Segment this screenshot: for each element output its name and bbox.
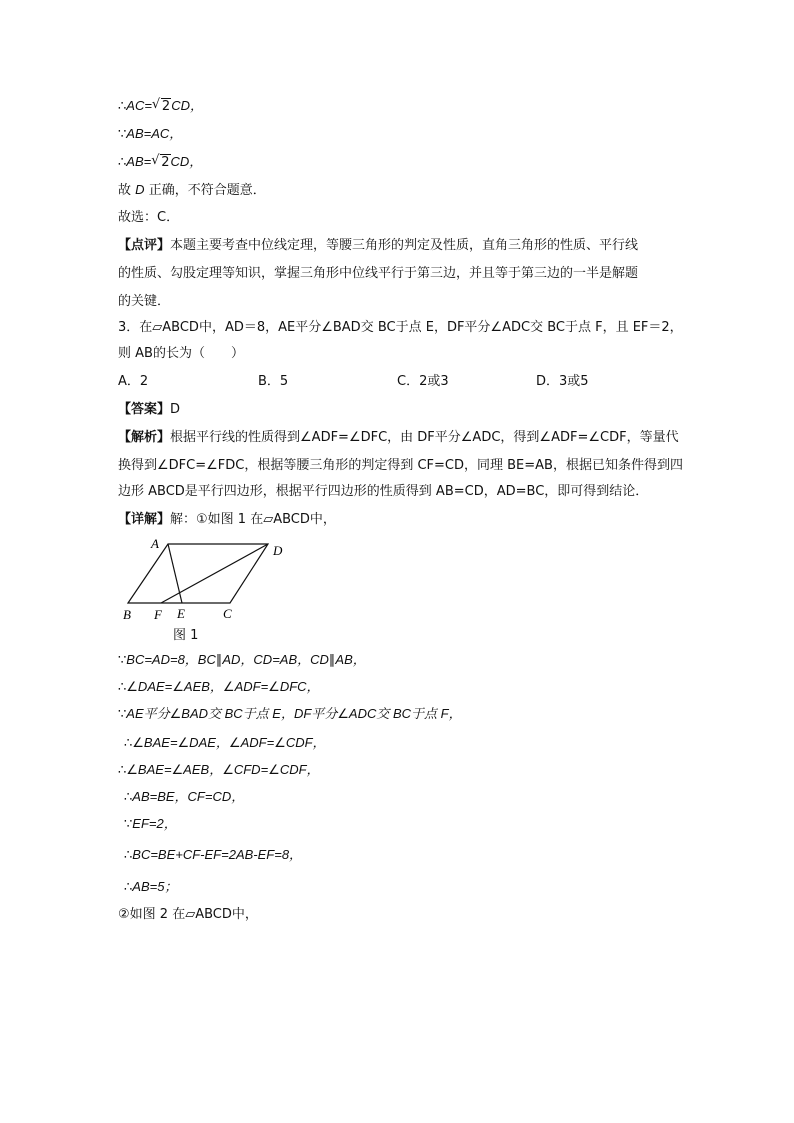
choice-d: D．3或5 <box>536 374 589 389</box>
step-7: ∵EF=2， <box>124 816 177 831</box>
line-ac-eq: ∴AC= √ 2CD， <box>118 96 203 117</box>
line-comment: 【点评】本题主要考查中位线定理，等腰三角形的判定及性质，直角三角形的性质、平行线 <box>118 238 639 253</box>
step-6: ∴AB=BE，CF=CD， <box>124 789 245 804</box>
step-1: ∵BC=AD=8，BC∥AD，CD=AB，CD∥AB， <box>118 652 366 667</box>
parallelogram-abcd <box>128 544 268 603</box>
line-ab-eq-ac: ∵AB=AC， <box>118 126 183 141</box>
parallelogram-figure <box>118 536 298 626</box>
segment-ae <box>168 544 182 603</box>
line-conclusion: 故 D 正确，不符合题意． <box>118 182 266 198</box>
analysis-line1: 【解析】根据平行线的性质得到∠ADF=∠DFC，由 DF平分∠ADC，得到∠ADF=∠CDF，等量代 <box>118 430 679 445</box>
label-c: C <box>223 606 232 621</box>
line-choice: 故选：C． <box>118 210 180 225</box>
sqrt-symbol: √ 2 <box>151 97 171 114</box>
step-4: ∴∠BAE=∠DAE，∠ADF=∠CDF， <box>124 735 326 750</box>
step-10: ②如图 2 在▱ABCD中， <box>118 907 258 922</box>
label-a: A <box>151 536 159 551</box>
label-e: E <box>177 606 185 621</box>
choice-c: C．2或3 <box>397 374 449 389</box>
segment-df <box>161 544 268 603</box>
choice-b: B．5 <box>258 374 289 389</box>
figure-caption: 图 1 <box>173 628 199 643</box>
step-3: ∵AE平分∠BAD交 BC于点 E，DF平分∠ADC交 BC于点 F， <box>118 706 462 721</box>
line-comment-3: 的关键． <box>118 294 171 309</box>
sqrt-symbol: √ 2 <box>151 153 170 170</box>
choice-a: A．2 <box>118 374 149 389</box>
step-5: ∴∠BAE=∠AEB，∠CFD=∠CDF， <box>118 762 320 777</box>
step-8: ∴BC=BE+CF-EF=2AB-EF=8， <box>124 847 303 862</box>
line-comment-2: 的性质、勾股定理等知识，掌握三角形中位线平行于第三边，并且等于第三边的一半是解题 <box>118 266 639 281</box>
question-3-line2: 则 AB的长为（ ） <box>118 346 244 361</box>
step-2: ∴∠DAE=∠AEB，∠ADF=∠DFC， <box>118 679 320 694</box>
step-9: ∴AB=5； <box>124 879 178 894</box>
analysis-line2: 换得到∠DFC=∠FDC，根据等腰三角形的判定得到 CF=CD，同理 BE=AB，根据已知条件得到四 <box>118 458 683 473</box>
label-d: D <box>273 543 283 558</box>
question-3-line1: 3．在▱ABCD中，AD＝8，AE平分∠BAD交 BC于点 E，DF平分∠ADC交 BC于点 F，且 EF＝2， <box>118 320 683 335</box>
detail-line1: 【详解】解：①如图 1 在▱ABCD中， <box>118 512 336 527</box>
label-f: F <box>154 607 162 622</box>
line-ab-eq: ∴AB= √ 2CD， <box>118 152 202 173</box>
label-b: B <box>123 607 131 622</box>
analysis-line3: 边形 ABCD是平行四边形，根据平行四边形的性质得到 AB=CD，AD=BC，即可得到结论． <box>118 484 649 499</box>
answer-line: 【答案】D <box>118 402 181 417</box>
